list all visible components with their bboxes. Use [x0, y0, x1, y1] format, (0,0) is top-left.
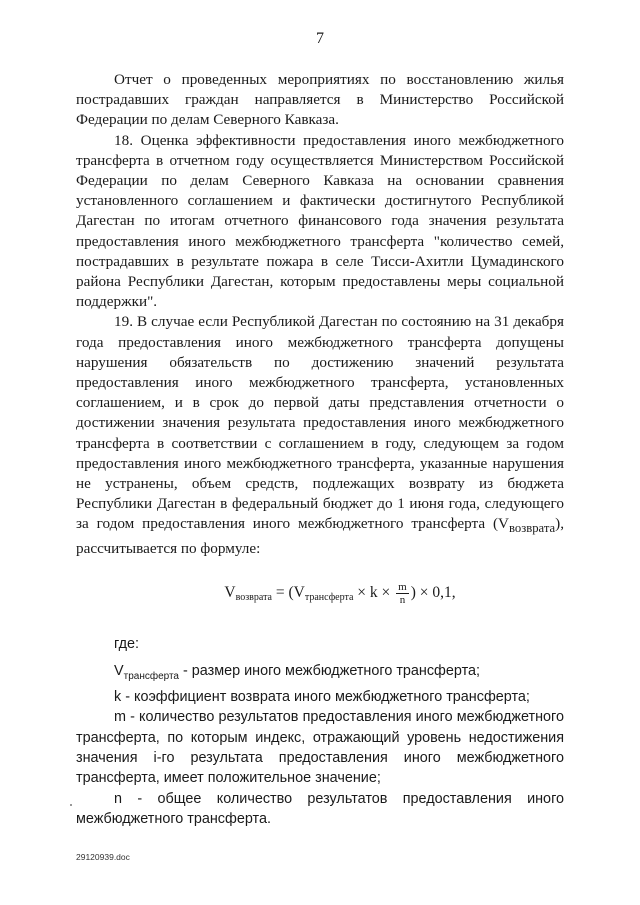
footer-filename: 29120939.doc [76, 852, 130, 862]
formula-fraction [396, 581, 409, 606]
formula-lhs: V [224, 583, 236, 601]
formula-transfer-subscript: трансферта [304, 591, 354, 603]
formula-tail: ) × 0,1, [410, 583, 456, 601]
def-v-subscript: трансферта [123, 670, 179, 682]
formula-eq: = (V [272, 583, 305, 601]
v-return-subscript: возврата [509, 521, 556, 536]
paragraph-report: Отчет о проведенных мероприятиях по восстановлению жилья пострадавших граждан направляется в Министерство Российской Федерации по делам Северного Кавказа. [76, 71, 564, 129]
paragraph-18: 18. Оценка эффективности предоставления иного межбюджетного трансферта в отчетном году осуществляется Министерством Российской Федерации по делам Северного Кавказа на основании сравнения установленного соглашением и фактически достигнутого Республикой Дагестан по итогам отчетного финансового года значения результата предоставления иного межбюджетного трансферта "количество семей, пострадавших в результате пожара в селе Тисси-Ахитли Цумадинского района Республики Дагестан, которым предоставлены меры социальной поддержки". [76, 131, 564, 311]
page-number: 7 [316, 30, 324, 47]
return-formula [116, 581, 564, 608]
margin-dot [70, 804, 72, 806]
where-label: где: [114, 636, 140, 653]
fraction-denominator: n [399, 593, 406, 606]
def-v-transfer [76, 661, 564, 687]
document-body [76, 70, 564, 830]
paragraph-19-text: 19. В случае если Республикой Дагестан по состоянию на 31 декабря года предоставления иного межбюджетного трансферта допущены нарушения обязательств по достижению значений результата предоставления иного межбюджетного трансферта, установленных соглашением, и в срок до первой даты представления отчетности о достижении значения результата предоставления иного межбюджетного трансферта в соответствии с соглашением в году, следующем за годом предоставления иного межбюджетного трансферта, указанные нарушения не устранены, объем средств, подлежащих возврату из бюджета Республики Дагестан в федеральный бюджет до 1 июня года, следующего за годом предоставления иного межбюджетного трансферта (V [76, 313, 564, 533]
paragraph-19 [76, 312, 564, 558]
formula-mid: × k × [353, 583, 395, 601]
fraction-numerator: m [398, 580, 407, 593]
def-v-symbol: V [114, 662, 124, 679]
formula-lhs-subscript: возврата [235, 591, 272, 603]
paragraph-19-tail: ), рассчитывается по формуле: [76, 515, 564, 557]
def-v-text: - размер иного межбюджетного трансферта; [179, 662, 481, 679]
def-n: n - общее количество результатов предоставления иного межбюджетного трансферта. [76, 790, 564, 828]
definitions [76, 634, 564, 830]
def-k: k - коэффициент возврата иного межбюджетного трансферта; [114, 688, 530, 705]
def-m: m - количество результатов предоставления иного межбюджетного трансферта, по которым индекс, отражающий уровень недостижения значения i-го результата предоставления иного межбюджетного трансферта, имеет положительное значение; [76, 709, 564, 787]
